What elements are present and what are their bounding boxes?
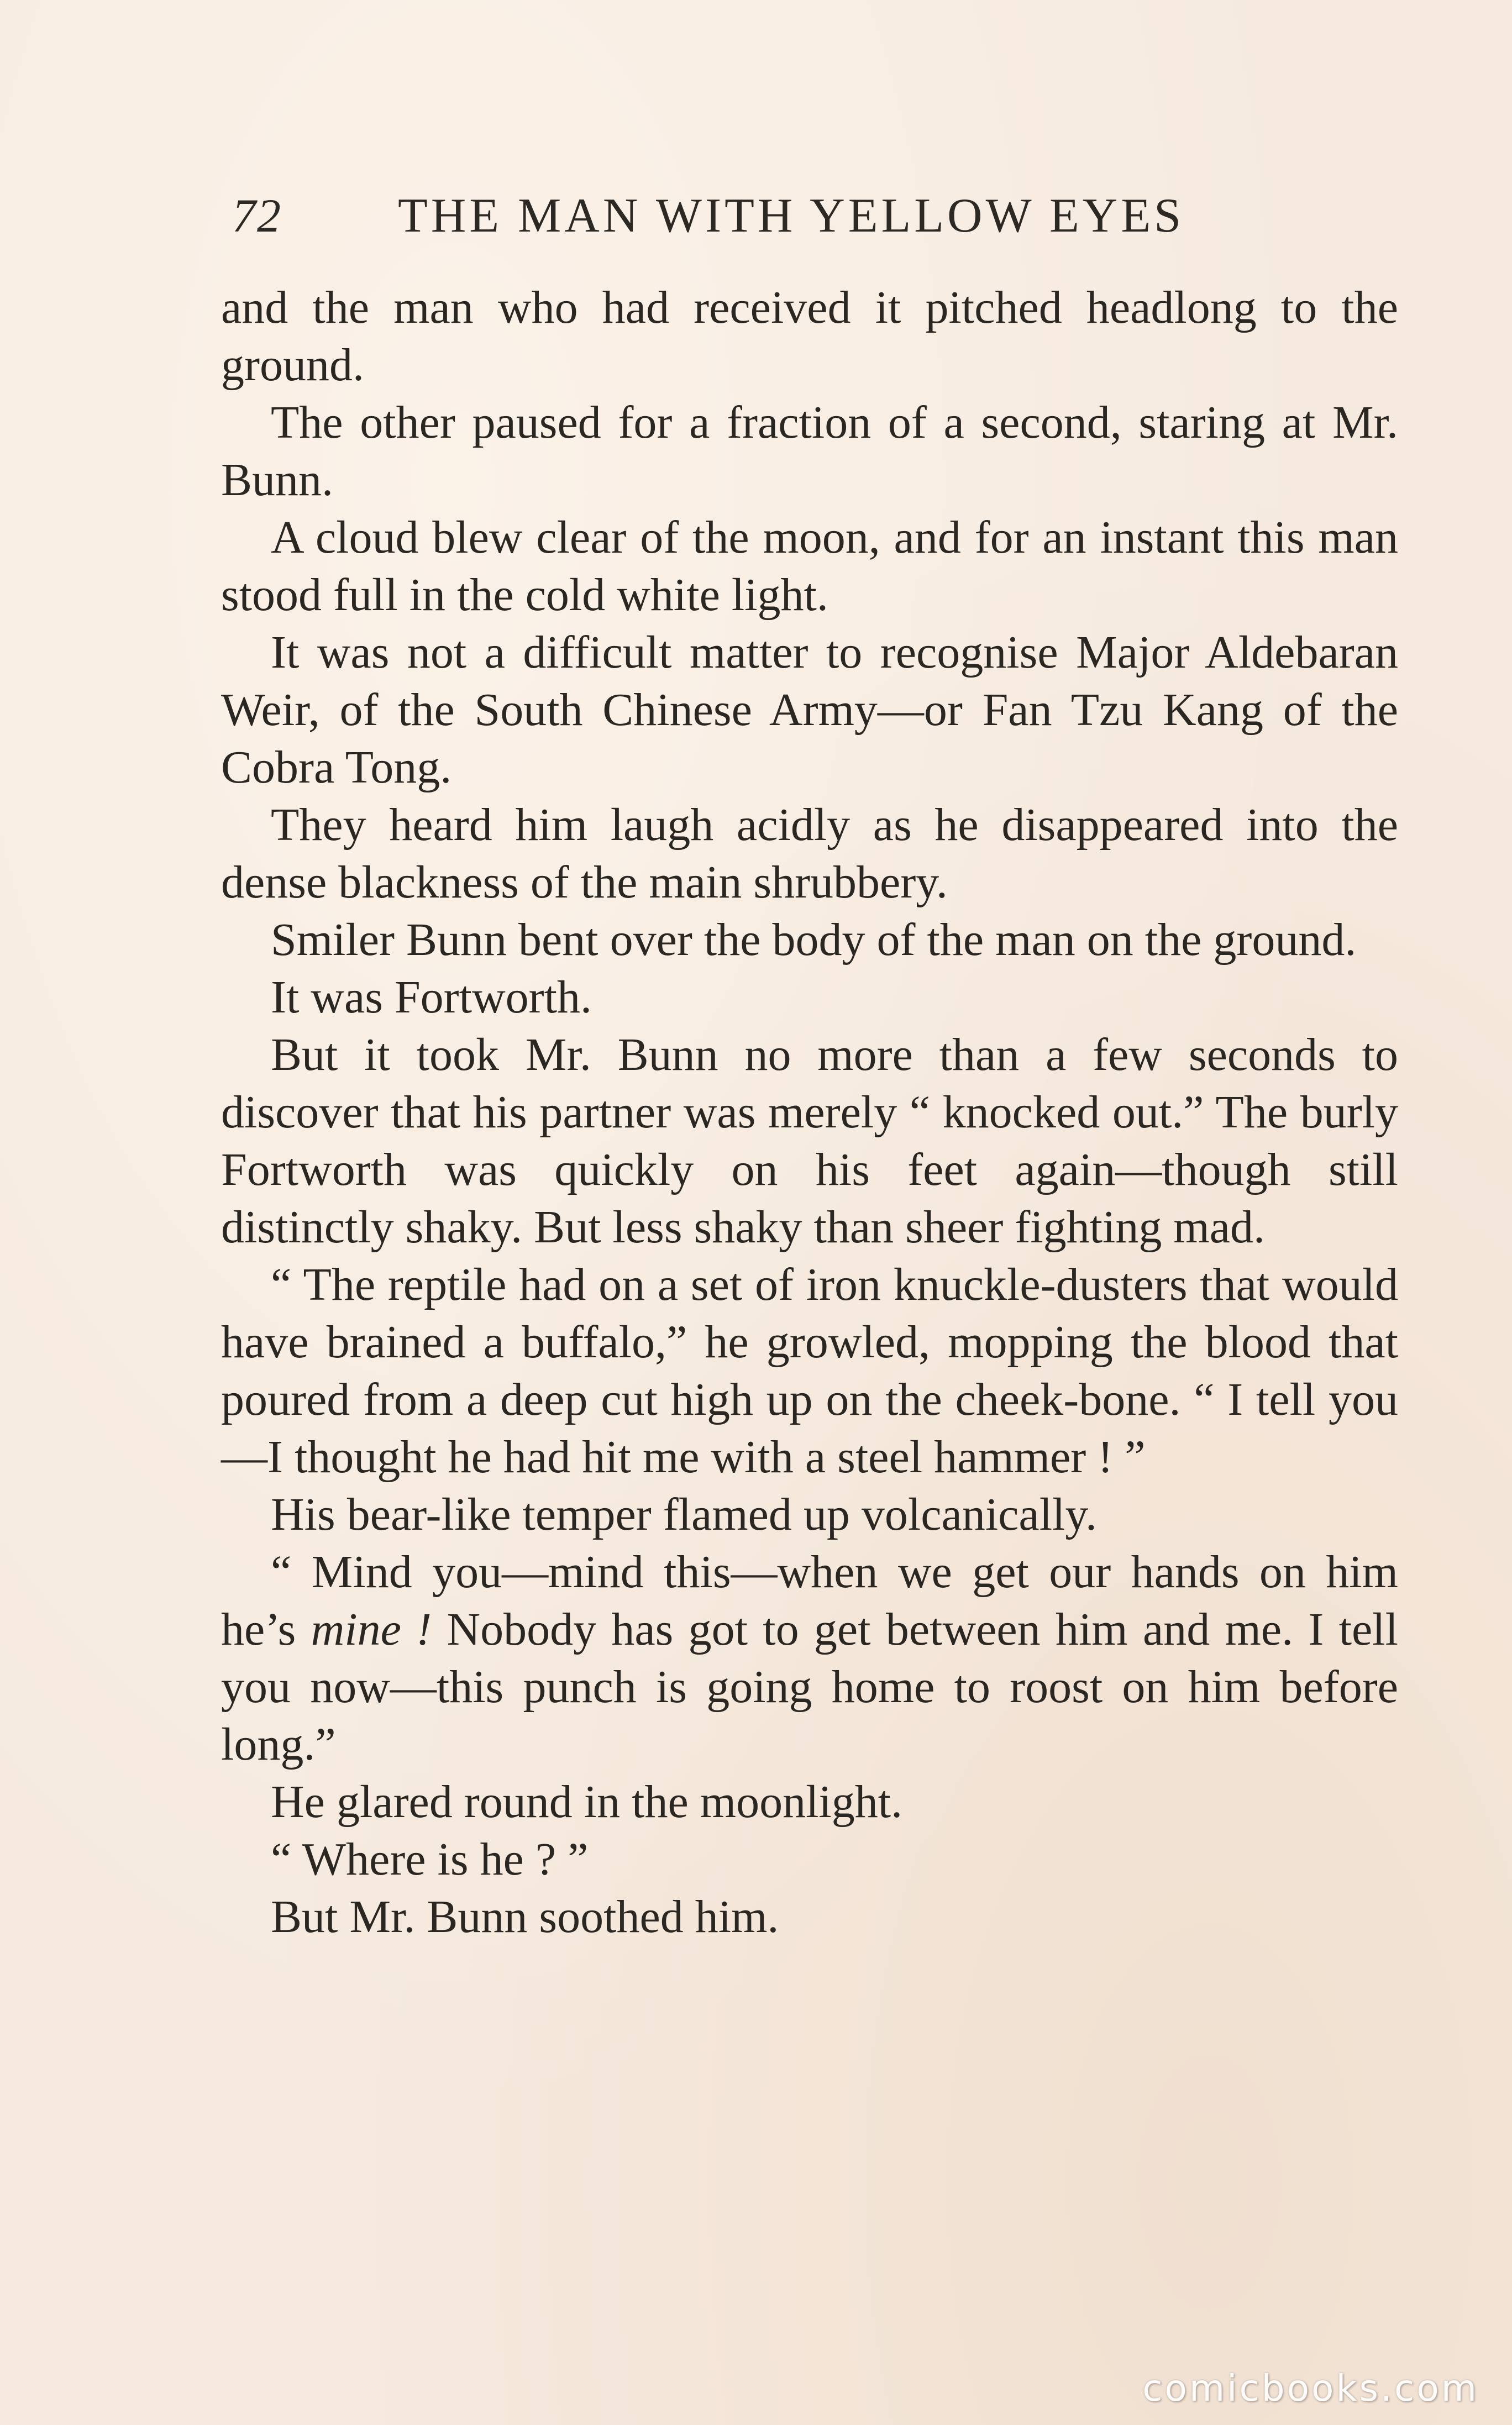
paragraph: His bear-like temper flamed up volcanically. [271, 1489, 1097, 1540]
paragraph [221, 1544, 1398, 1773]
paragraph: It was not a difficult matter to recognise Major Aldebaran Weir, of the South Chinese Army—or Fan Tzu Kang of the Cobra Tong. [221, 627, 1398, 793]
paragraph: But it took Mr. Bunn no more than a few seconds to discover that his partner was merely “ knocked out.” The burly Fortworth was quickly on his feet again—though still distinctly shaky. But less shaky than sheer fighting mad. [221, 1029, 1398, 1253]
paragraph: “ Where is he ? ” [271, 1834, 589, 1885]
watermark: comicbooks.com [1142, 2367, 1479, 2410]
paragraph: “ The reptile had on a set of iron knuckle-dusters that would have brained a buffalo,” he growled, mopping the blood that poured from a deep cut high up on the cheek-bone. “ I tell you—I thought he had hit me with a steel hammer ! ” [221, 1259, 1398, 1483]
paragraph: and the man who had received it pitched headlong to the ground. [221, 282, 1398, 391]
page-number: 72 [232, 189, 282, 242]
paragraph: He glared round in the moonlight. [271, 1776, 903, 1828]
paragraph: They heard him laugh acidly as he disappeared into the dense blackness of the main shrubbery. [221, 799, 1398, 908]
running-title: THE MAN WITH YELLOW EYES [398, 189, 1185, 243]
paragraph: The other paused for a fraction of a second, staring at Mr. Bunn. [221, 397, 1398, 506]
paragraph: A cloud blew clear of the moon, and for an instant this man stood full in the cold white light. [221, 512, 1398, 621]
paragraph: Smiler Bunn bent over the body of the man on the ground. [271, 914, 1357, 965]
paragraph-text: “ Mind you—mind this—when we get our hands on him he’s [221, 1546, 1398, 1655]
paragraph-text: Nobody has got to get between him and me. I tell you now—this punch is going home to roost on him before long.” [221, 1604, 1398, 1770]
paragraph: It was Fortworth. [271, 972, 592, 1023]
paragraph: But Mr. Bunn soothed him. [271, 1891, 779, 1943]
emphasis-text: mine ! [311, 1604, 432, 1655]
body-text [221, 279, 1398, 1946]
page-header [232, 188, 1260, 249]
